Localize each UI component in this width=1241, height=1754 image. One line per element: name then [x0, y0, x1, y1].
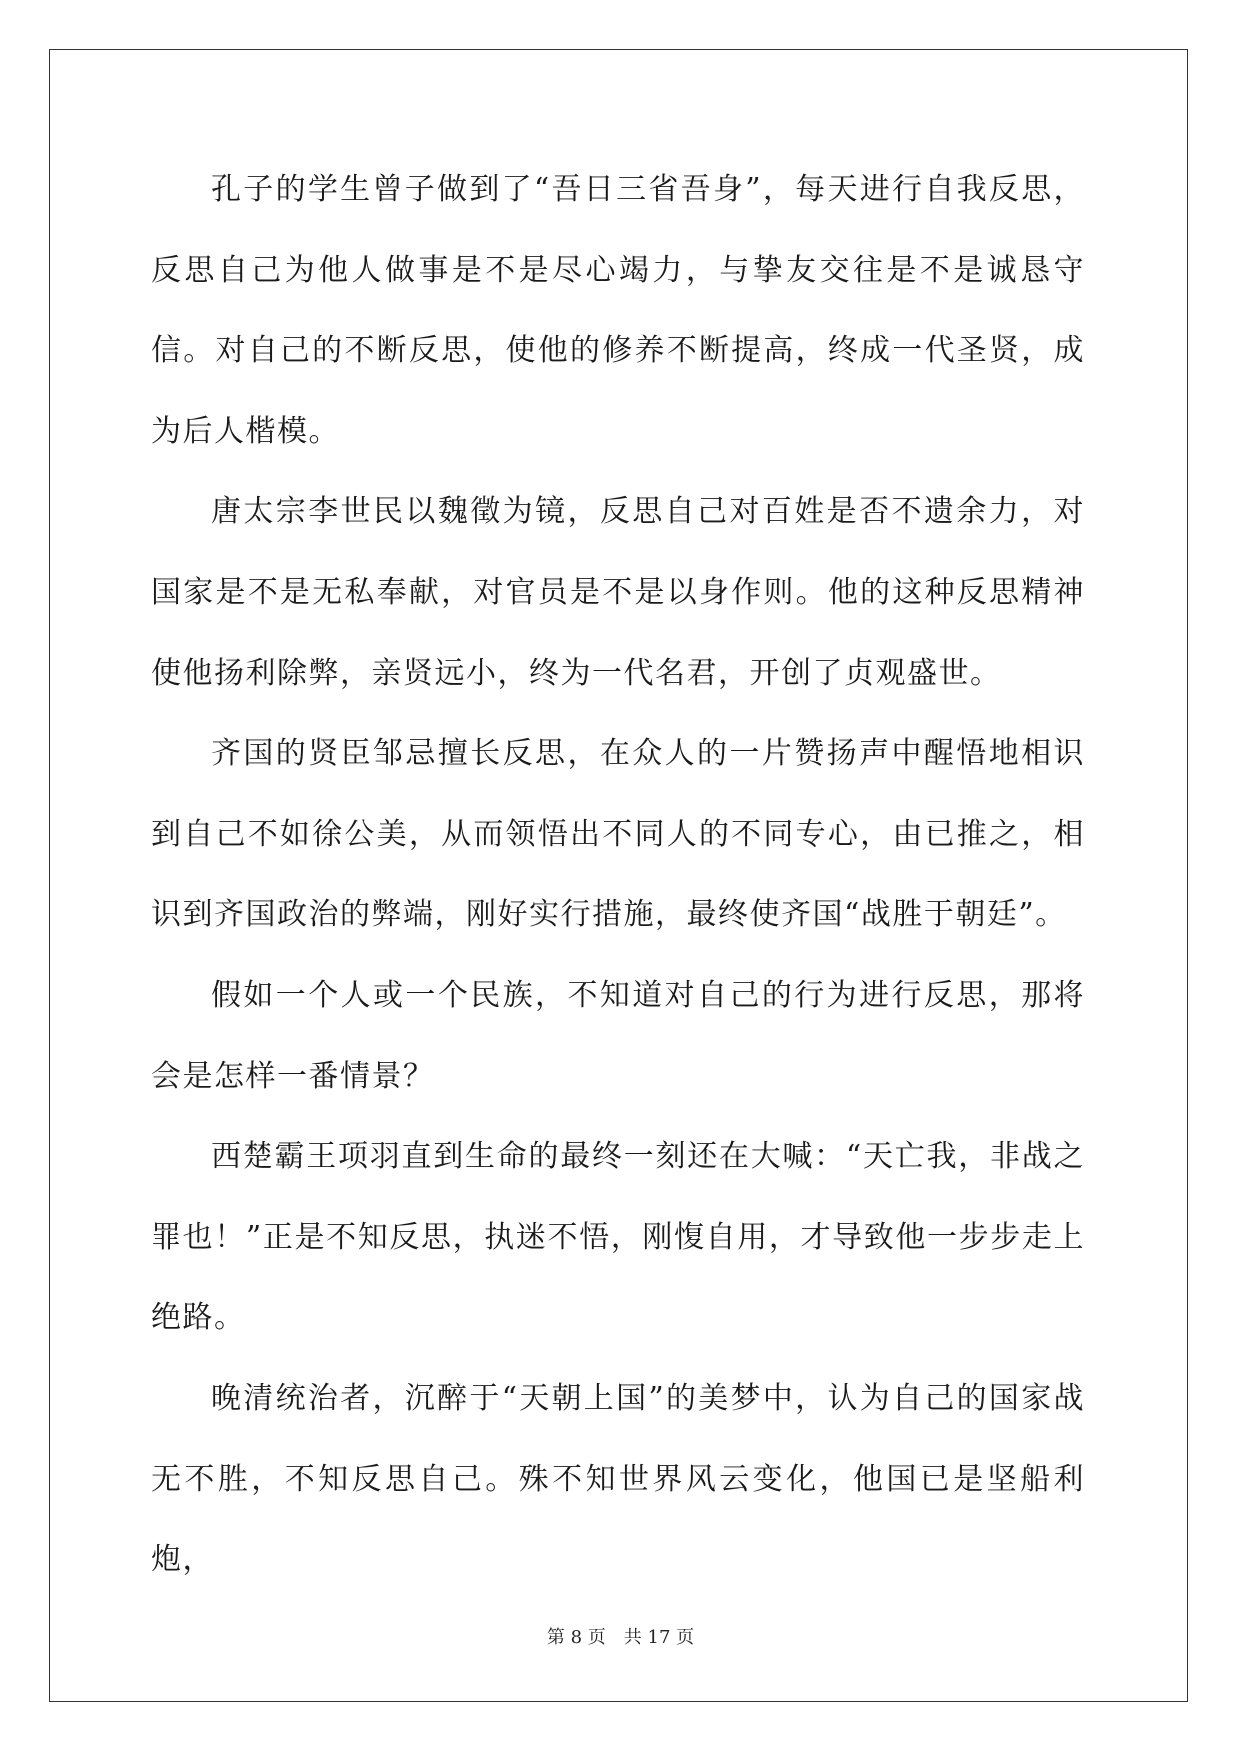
paragraph-tang-taizong: 唐太宗李世民以魏徵为镜，反思自己对百姓是否不遗余力，对国家是不是无私奉献，对官员是不是以身作则。他的这种反思精神使他扬利除弊，亲贤远小，终为一代名君，开创了贞观盛世。: [151, 494, 1085, 691]
page-footer: [0, 1623, 1241, 1649]
document-body: [151, 150, 1085, 1601]
paragraph-question: 假如一个人或一个民族，不知道对自己的行为进行反思，那将会是怎样一番情景？: [151, 977, 1085, 1094]
paragraph-late-qing: 晚清统治者，沉醉于“天朝上国”的美梦中，认为自己的国家战无不胜，不知反思自己。殊不知世界风云变化，他国已是坚船利炮，: [151, 1380, 1085, 1578]
paragraph-xiang-yu: 西楚霸王项羽直到生命的最终一刻还在大喊：“天亡我，非战之罪也！”正是不知反思，执迷不悟，刚愎自用，才导致他一步步走上绝路。: [151, 1139, 1085, 1336]
paragraph-zou-ji: 齐国的贤臣邹忌擅长反思，在众人的一片赞扬声中醒悟地相识到自己不如徐公美，从而领悟出不同人的不同专心，由已推之，相识到齐国政治的弊端，刚好实行措施，最终使齐国“战胜于朝廷”。: [151, 736, 1085, 933]
page-number-label: 第 8 页 共 17 页: [546, 1627, 695, 1648]
paragraph-zengzi: 孔子的学生曾子做到了“吾日三省吾身”，每天进行自我反思，反思自己为他人做事是不是尽心竭力，与挚友交往是不是诚恳守信。对自己的不断反思，使他的修养不断提高，终成一代圣贤，成为后人楷模。: [151, 172, 1085, 449]
